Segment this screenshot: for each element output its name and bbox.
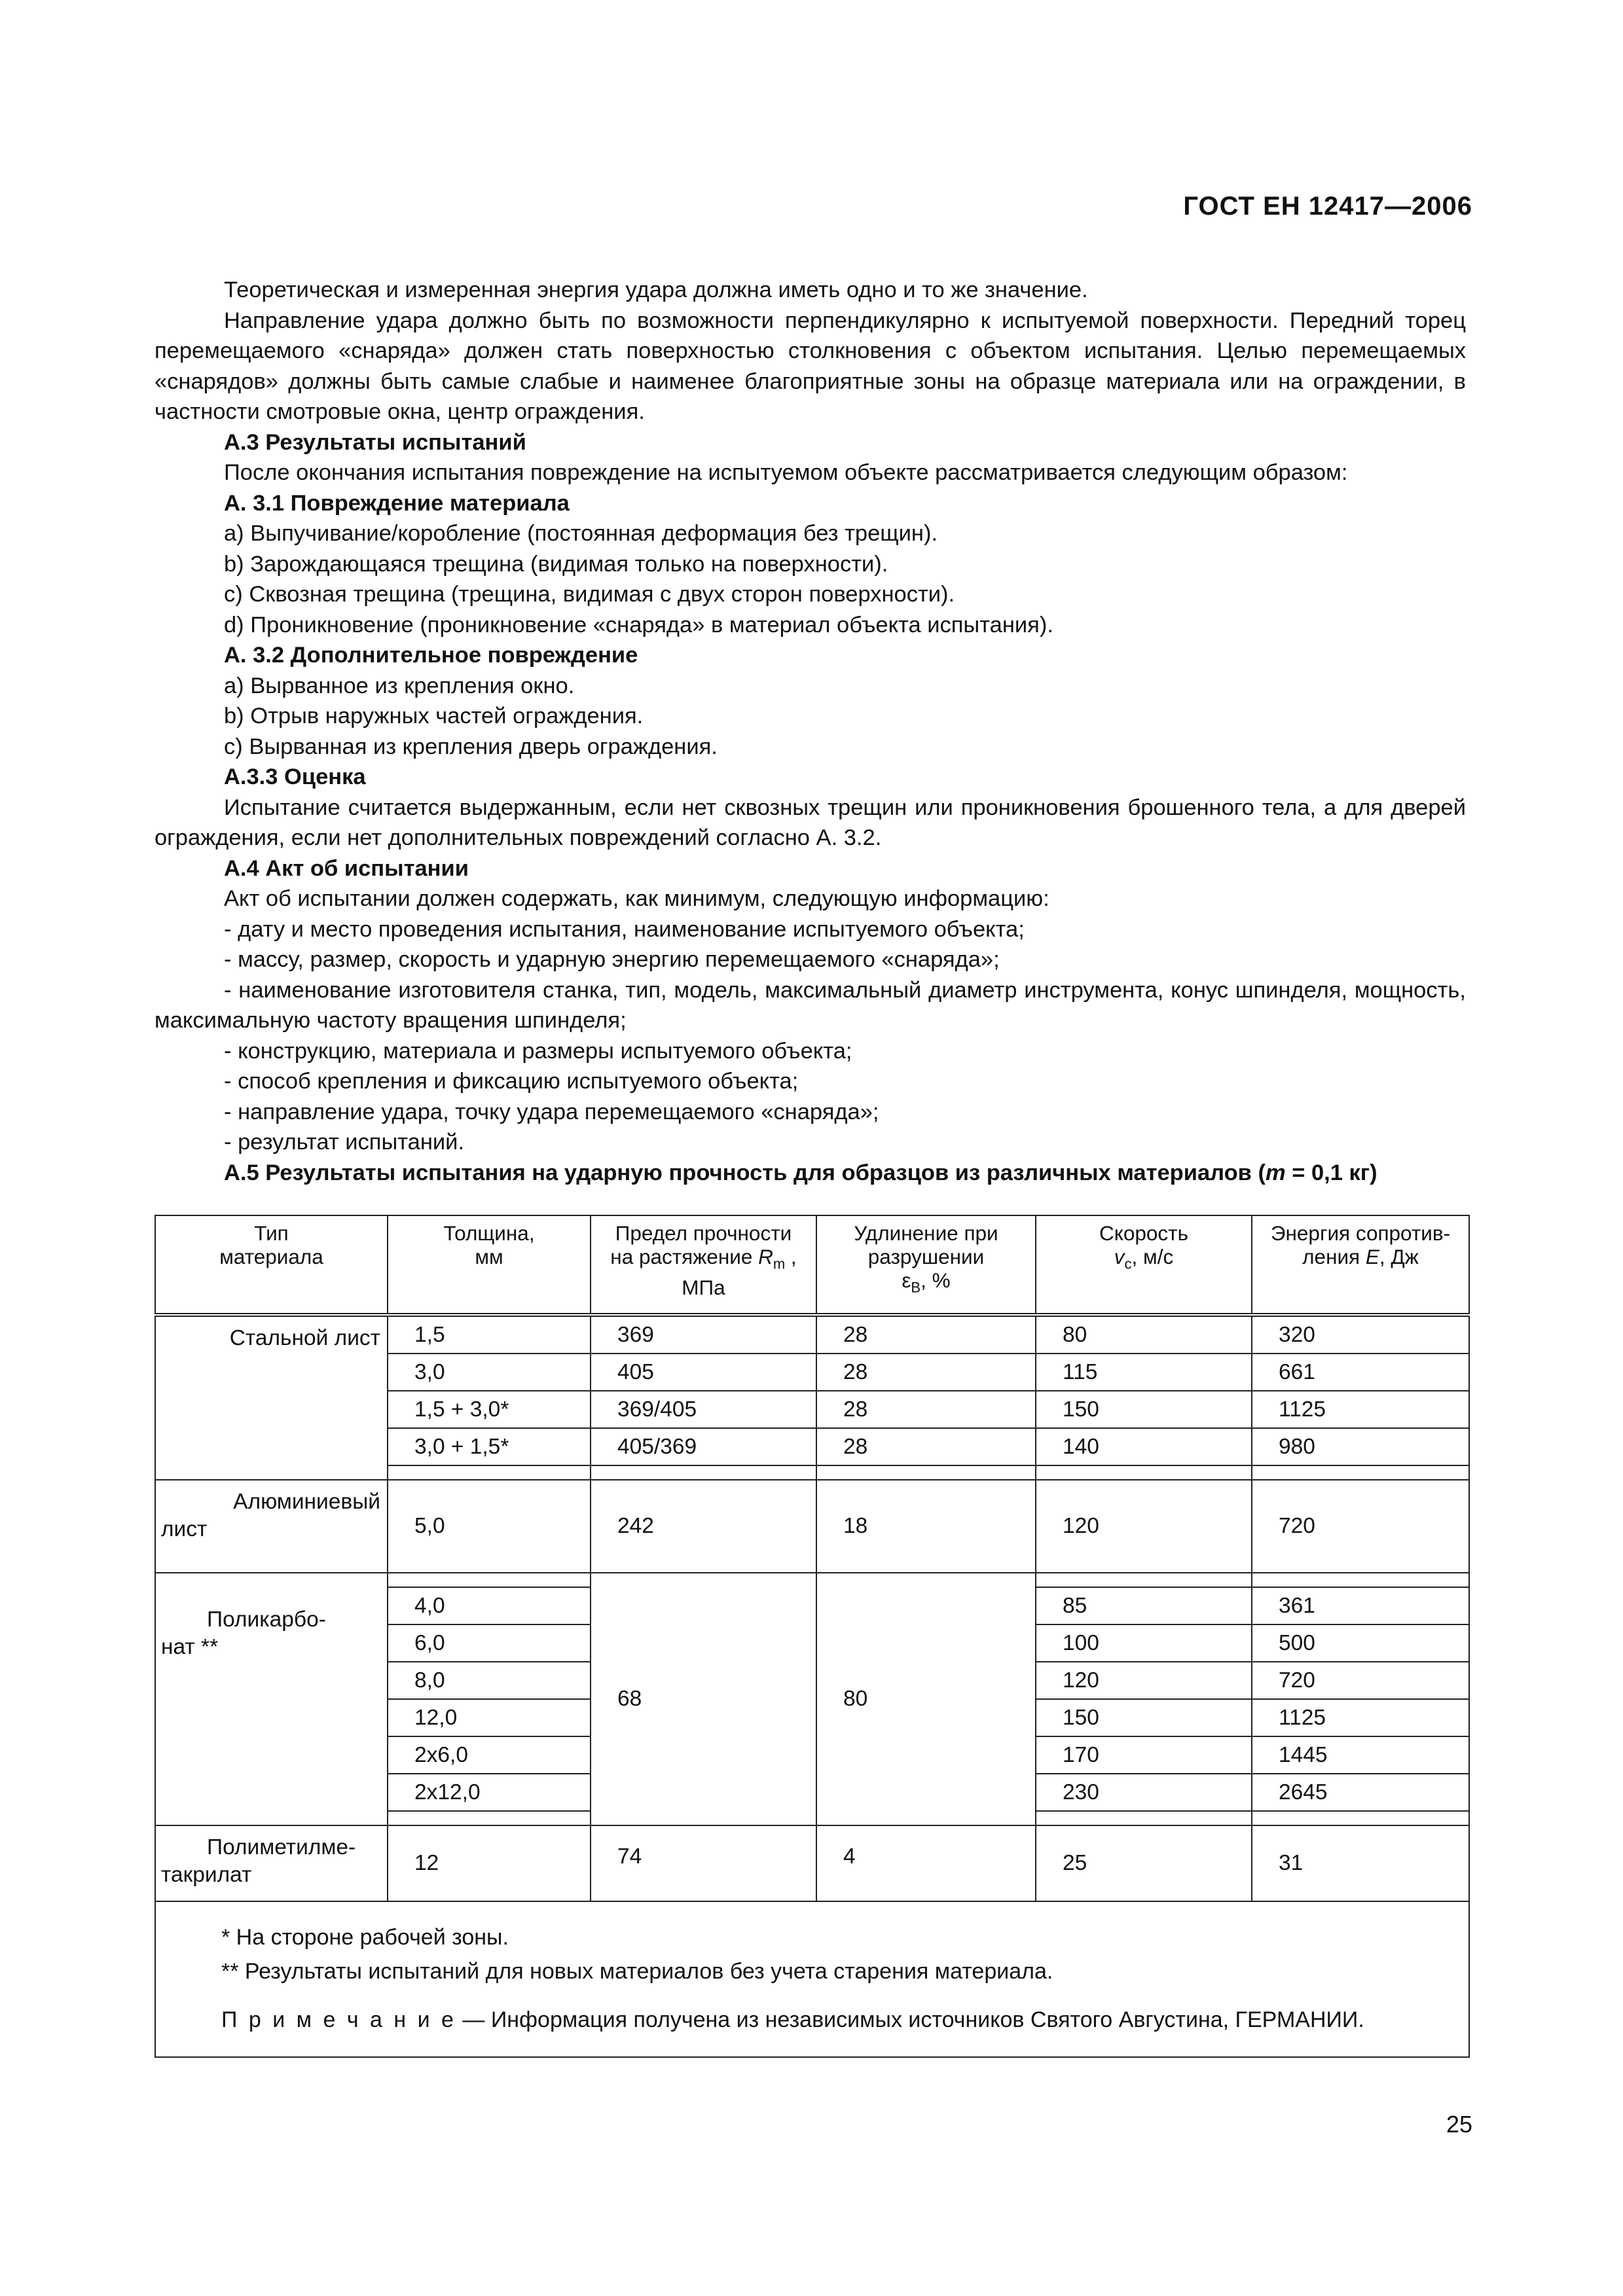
- table-cell: 1125: [1252, 1391, 1469, 1428]
- col-header-tensile-strength: Предел прочности на растяжение $R_m$ , МПа: [591, 1215, 816, 1315]
- table-cell-spacer: [388, 1465, 591, 1480]
- footnote: ** Результаты испытаний для новых материалов без учета старения материала.: [221, 1959, 1053, 1984]
- note-label: П р и м е ч а н и е: [221, 2007, 456, 2032]
- table-cell: 28: [816, 1428, 1036, 1465]
- table-cell: 2х6,0: [388, 1736, 591, 1774]
- list-item: d) Проникновение (проникновение «снаряда» в материал объекта испытания).: [224, 612, 1053, 637]
- section-heading: А. 3.2 Дополнительное повреждение: [224, 643, 638, 668]
- table-cell: 369/405: [591, 1391, 816, 1428]
- list-item: b) Зарождающаяся трещина (видимая только на поверхности).: [224, 551, 888, 577]
- table-cell-spacer: [1036, 1465, 1252, 1480]
- table-caption: [155, 1158, 1466, 1189]
- table-cell: 661: [1252, 1354, 1469, 1391]
- table-row-spacer: [155, 1573, 1469, 1587]
- table-cell: 3,0 + 1,5*: [388, 1428, 591, 1465]
- table-cell-spacer: [388, 1811, 591, 1825]
- table-cell-merged-elongation: 80: [816, 1573, 1036, 1825]
- table-cell: 405/369: [591, 1428, 816, 1465]
- table-cell-spacer: [1036, 1811, 1252, 1825]
- table-cell: 80: [1036, 1315, 1252, 1354]
- table-cell: 1,5: [388, 1315, 591, 1354]
- table-cell: 369: [591, 1315, 816, 1354]
- table-cell: 120: [1036, 1662, 1252, 1699]
- table-cell: 320: [1252, 1315, 1469, 1354]
- table-cell-spacer: [1036, 1573, 1252, 1587]
- col-header-speed: Скорость $v_c$, м/с: [1036, 1215, 1252, 1315]
- material-cell-pmma: Полиметилме- такрилат: [155, 1825, 388, 1901]
- table-note: [156, 2003, 1468, 2037]
- table-cell: 3,0: [388, 1354, 591, 1391]
- table-cell-spacer: [1252, 1573, 1469, 1587]
- table-cell: 500: [1252, 1624, 1469, 1662]
- table-cell: 2х12,0: [388, 1774, 591, 1811]
- table-cell: 720: [1252, 1480, 1469, 1573]
- table-footnotes-row: [155, 1901, 1469, 2057]
- col-header-thickness: Толщина, мм: [388, 1215, 591, 1315]
- table-cell: 980: [1252, 1428, 1469, 1465]
- col-header-energy: Энергия сопротив- ления E, Дж: [1252, 1215, 1469, 1315]
- table-row: [155, 1825, 1469, 1901]
- list-item: - массу, размер, скорость и ударную энергию перемещаемого «снаряда»;: [224, 947, 1000, 972]
- table-footnotes: [155, 1901, 1469, 2057]
- list-item: - результат испытаний.: [224, 1130, 465, 1155]
- table-cell: 28: [816, 1354, 1036, 1391]
- page-number: 25: [1446, 2111, 1472, 2138]
- col-header-elongation: Удлинение при разрушении $\varepsilon_B$, %: [816, 1215, 1036, 1315]
- section-heading: А.3 Результаты испытаний: [224, 429, 526, 455]
- table-cell: 74: [591, 1825, 816, 1901]
- table-cell: 2645: [1252, 1774, 1469, 1811]
- caption-tail: = 0,1 кг): [1285, 1160, 1377, 1185]
- results-table-wrapper: [155, 1215, 1468, 2058]
- table-cell: 115: [1036, 1354, 1252, 1391]
- list-item: - дату и место проведения испытания, наименование испытуемого объекта;: [224, 916, 1025, 942]
- section-heading: А. 3.1 Повреждение материала: [224, 490, 570, 516]
- material-cell-steel: Стальной лист: [155, 1315, 388, 1480]
- table-cell: 120: [1036, 1480, 1252, 1573]
- table-row: [155, 1480, 1469, 1573]
- table-cell: 6,0: [388, 1624, 591, 1662]
- caption-text: А.5 Результаты испытания на ударную прочность для образцов из различных материалов (: [224, 1160, 1266, 1185]
- table-cell: 25: [1036, 1825, 1252, 1901]
- results-table: [155, 1215, 1470, 2058]
- table-cell: 28: [816, 1315, 1036, 1354]
- table-cell: 1125: [1252, 1699, 1469, 1736]
- table-cell: 18: [816, 1480, 1036, 1573]
- list-item: c) Сквозная трещина (трещина, видимая с двух сторон поверхности).: [224, 582, 955, 607]
- paragraph: Направление удара должно быть по возможности перпендикулярно к испытуемой поверхности. Передний торец перемещаемого «снаряда» должен стать поверхностью столкновения с объектом испытания. Целью перемещаемых «снарядов» должны быть самые слабые и наименее благоприятные зоны на образце материала или на ограждении, в частности смотровые окна, центр ограждения.: [155, 308, 1466, 424]
- table-cell: 4: [816, 1825, 1036, 1901]
- caption-mass-symbol: m: [1265, 1160, 1286, 1185]
- table-cell: 4,0: [388, 1587, 591, 1624]
- table-cell: 150: [1036, 1699, 1252, 1736]
- table-row: [155, 1315, 1469, 1354]
- table-header-row: [155, 1215, 1469, 1315]
- list-item: - направление удара, точку удара перемещаемого «снаряда»;: [224, 1099, 879, 1124]
- table-cell-merged-strength: 68: [591, 1573, 816, 1825]
- paragraph: Испытание считается выдержанным, если нет сквозных трещин или проникновения брошенного тела, а для дверей ограждения, если нет дополнительных повреждений согласно А. 3.2.: [155, 795, 1466, 850]
- table-cell: 720: [1252, 1662, 1469, 1699]
- table-cell: 150: [1036, 1391, 1252, 1428]
- footnote: * На стороне рабочей зоны.: [221, 1925, 509, 1950]
- table-cell: 1445: [1252, 1736, 1469, 1774]
- list-item: - конструкцию, материала и размеры испытуемого объекта;: [224, 1038, 852, 1064]
- table-cell: 85: [1036, 1587, 1252, 1624]
- col-header-material-type: Тип материала: [155, 1215, 388, 1315]
- document-code: ГОСТ ЕН 12417—2006: [1183, 192, 1472, 221]
- table-cell-spacer: [816, 1465, 1036, 1480]
- list-item: c) Вырванная из крепления дверь ограждения.: [224, 734, 718, 759]
- list-item: b) Отрыв наружных частей ограждения.: [224, 704, 644, 728]
- material-cell-polycarbonate: Поликарбо- нат **: [155, 1573, 388, 1825]
- table-cell: 28: [816, 1391, 1036, 1428]
- list-item: a) Выпучивание/коробление (постоянная деформация без трещин).: [224, 521, 938, 546]
- table-cell: 1,5 + 3,0*: [388, 1391, 591, 1428]
- table-cell: 170: [1036, 1736, 1252, 1774]
- section-heading: А.3.3 Оценка: [224, 764, 366, 789]
- table-cell: 5,0: [388, 1480, 591, 1573]
- table-cell: 405: [591, 1354, 816, 1391]
- list-item: - наименование изготовителя станка, тип, модель, максимальный диаметр инструмента, конус шпинделя, мощность, максимальную частоту вращения шпинделя;: [155, 977, 1466, 1033]
- table-cell: 361: [1252, 1587, 1469, 1624]
- section-heading: А.4 Акт об испытании: [224, 855, 469, 881]
- paragraph: Акт об испытании должен содержать, как минимум, следующую информацию:: [224, 886, 1049, 911]
- table-cell: 31: [1252, 1825, 1469, 1901]
- table-cell: 100: [1036, 1624, 1252, 1662]
- table-cell: 12: [388, 1825, 591, 1901]
- body-text: [155, 275, 1466, 1188]
- table-cell: 140: [1036, 1428, 1252, 1465]
- table-cell-spacer: [1252, 1465, 1469, 1480]
- note-text: — Информация получена из независимых источников Святого Августина, ГЕРМАНИИ.: [456, 2007, 1364, 2032]
- paragraph: Теоретическая и измеренная энергия удара должна иметь одно и то же значение.: [224, 278, 1088, 302]
- material-cell-aluminium: Алюминиевый лист: [155, 1480, 388, 1573]
- table-cell: 242: [591, 1480, 816, 1573]
- list-item: - способ крепления и фиксацию испытуемого объекта;: [224, 1069, 799, 1094]
- list-item: a) Вырванное из крепления окно.: [224, 673, 575, 698]
- table-cell: 230: [1036, 1774, 1252, 1811]
- table-cell-spacer: [1252, 1811, 1469, 1825]
- table-cell-spacer: [591, 1465, 816, 1480]
- paragraph: После окончания испытания повреждение на испытуемом объекте рассматривается следующим образом:: [224, 460, 1348, 485]
- table-cell-spacer: [388, 1573, 591, 1587]
- table-cell: 8,0: [388, 1662, 591, 1699]
- table-cell: 12,0: [388, 1699, 591, 1736]
